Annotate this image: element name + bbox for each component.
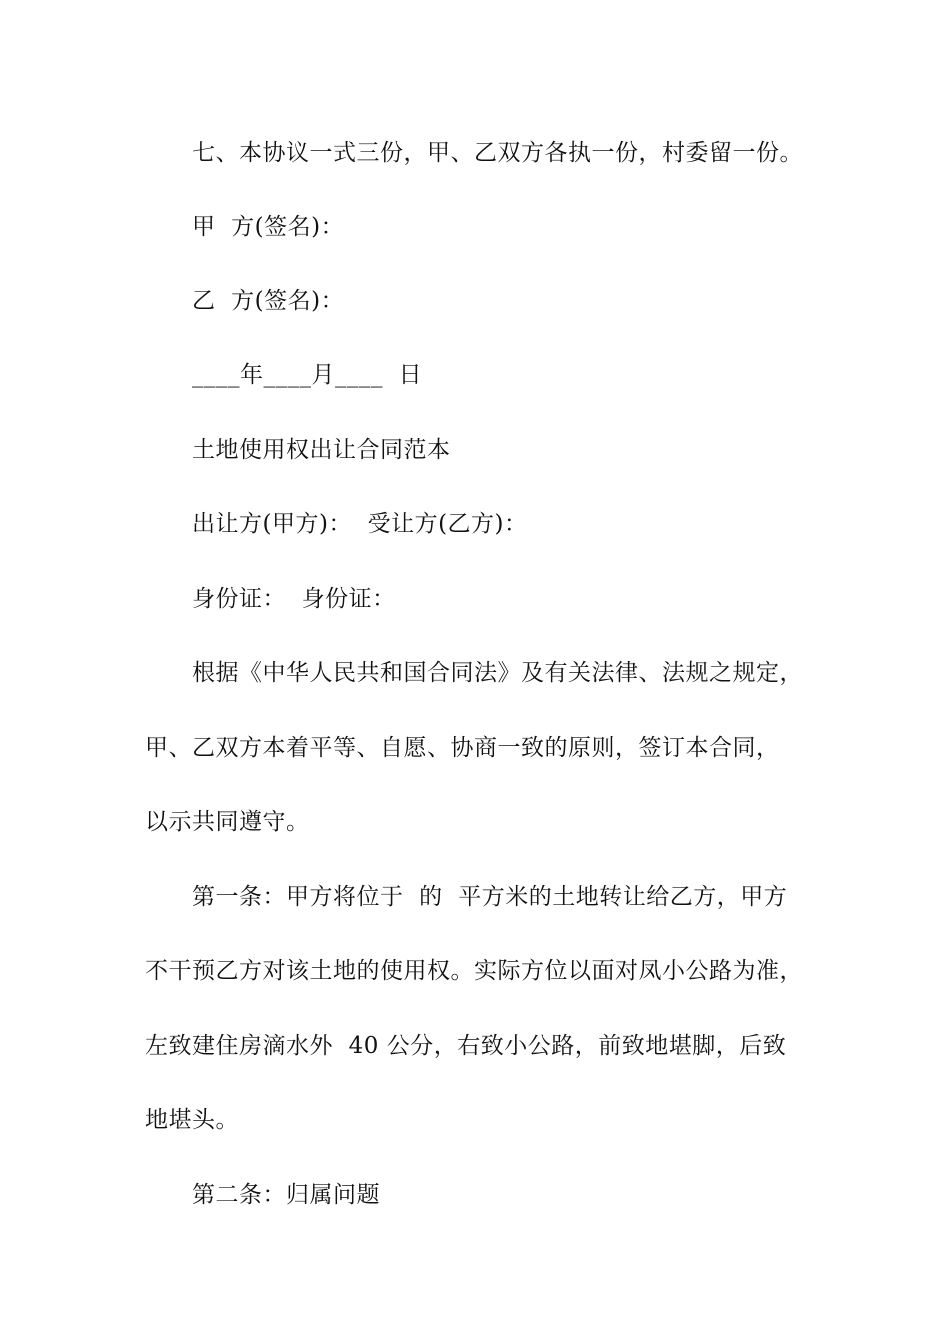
parties-line: 出让方(甲方)： 受让方(乙方)： — [192, 511, 528, 537]
article-one-line-1: 第一条：甲方将位于 的 平方米的土地转让给乙方，甲方 — [192, 884, 788, 910]
article-one-line-2: 不干预乙方对该土地的使用权。实际方位以面对凤小公路为准， — [145, 958, 803, 984]
article-one-line-3: 左致建住房滴水外 40 公分，右致小公路，前致地堪脚，后致 — [145, 1033, 787, 1059]
clause-seven: 七、本协议一式三份，甲、乙双方各执一份，村委留一份。 — [192, 140, 803, 166]
preamble-line-3: 以示共同遵守。 — [145, 809, 310, 835]
id-card-line: 身份证： 身份证： — [192, 586, 396, 612]
preamble-line-1: 根据《中华人民共和国合同法》及有关法律、法规之规定， — [192, 660, 803, 686]
party-b-signature: 乙 方(签名)： — [192, 288, 345, 314]
contract-title: 土地使用权出让合同范本 — [192, 437, 451, 463]
preamble-line-2: 甲、乙双方本着平等、自愿、协商一致的原则，签订本合同， — [145, 735, 780, 761]
article-one-line-4: 地堪头。 — [145, 1107, 239, 1133]
party-a-signature: 甲 方(签名)： — [192, 214, 345, 240]
date-line: ____年____月____ 日 — [192, 362, 423, 388]
article-two-heading: 第二条：归属问题 — [192, 1182, 380, 1208]
